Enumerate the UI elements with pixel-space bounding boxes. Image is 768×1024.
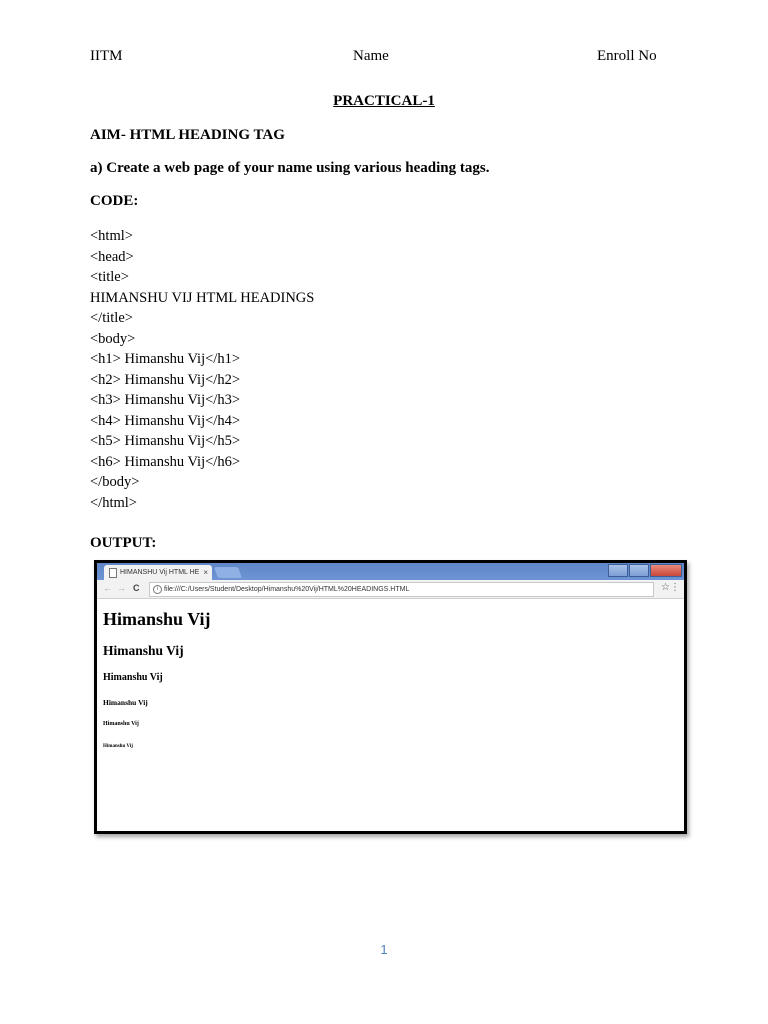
- address-bar-row: [97, 580, 684, 599]
- header-right: Enroll No: [597, 48, 657, 64]
- heading-4: Himanshu Vij: [103, 698, 148, 707]
- header-left: IITM: [90, 48, 123, 64]
- code-line: <h1> Himanshu Vij</h1>: [90, 351, 240, 367]
- page-title: PRACTICAL-1: [333, 93, 435, 109]
- code-line: <h2> Himanshu Vij</h2>: [90, 371, 240, 388]
- code-line: <h6> Himanshu Vij</h6>: [90, 453, 240, 470]
- reload-icon[interactable]: C: [133, 583, 140, 593]
- new-tab-button[interactable]: [214, 567, 242, 578]
- code-label: CODE:: [90, 193, 139, 209]
- code-line: </body>: [90, 474, 140, 490]
- heading-5: Himanshu Vij: [103, 721, 139, 727]
- close-icon[interactable]: ×: [203, 568, 208, 577]
- code-line: <h5> Himanshu Vij</h5>: [90, 433, 240, 449]
- code-block: [90, 226, 314, 513]
- code-line: </html>: [90, 494, 137, 511]
- forward-icon[interactable]: →: [117, 583, 126, 593]
- browser-tab[interactable]: [104, 565, 212, 580]
- heading-1: Himanshu Vij: [103, 609, 211, 629]
- url-input[interactable]: [149, 582, 654, 597]
- back-icon[interactable]: ←: [103, 583, 112, 593]
- tab-title: HIMANSHU Vij HTML HE: [120, 569, 200, 576]
- code-line: <head>: [90, 248, 134, 265]
- code-line: <body>: [90, 330, 136, 347]
- window-controls: [608, 564, 682, 576]
- code-line: <html>: [90, 228, 133, 244]
- browser-screenshot: [94, 560, 687, 834]
- heading-6: Himanshu Vij: [103, 744, 133, 749]
- page-number: 1: [380, 942, 388, 957]
- output-label: OUTPUT:: [90, 535, 157, 551]
- info-icon[interactable]: i: [153, 585, 162, 594]
- maximize-button[interactable]: [629, 564, 649, 577]
- aim-heading: AIM- HTML HEADING TAG: [90, 127, 285, 143]
- url-text: file:///C:/Users/Student/Desktop/Himanshu%20Vij/HTML%20HEADINGS.HTML: [164, 586, 410, 593]
- document-icon: [109, 568, 117, 578]
- code-line: <h4> Himanshu Vij</h4>: [90, 412, 240, 429]
- bookmark-star-icon[interactable]: ☆: [661, 582, 670, 593]
- code-line: </title>: [90, 310, 133, 326]
- heading-2: Himanshu Vij: [103, 643, 184, 658]
- code-line: <title>: [90, 269, 129, 285]
- header-center: Name: [353, 48, 389, 64]
- heading-3: Himanshu Vij: [103, 672, 163, 683]
- question-text: a) Create a web page of your name using various heading tags.: [90, 160, 490, 176]
- code-line: <h3> Himanshu Vij</h3>: [90, 392, 240, 408]
- minimize-button[interactable]: [608, 564, 628, 577]
- code-line: HIMANSHU VIJ HTML HEADINGS: [90, 289, 315, 306]
- tab-bar: [97, 563, 684, 580]
- menu-icon[interactable]: ⋮: [670, 582, 680, 593]
- window-close-button[interactable]: [650, 564, 682, 577]
